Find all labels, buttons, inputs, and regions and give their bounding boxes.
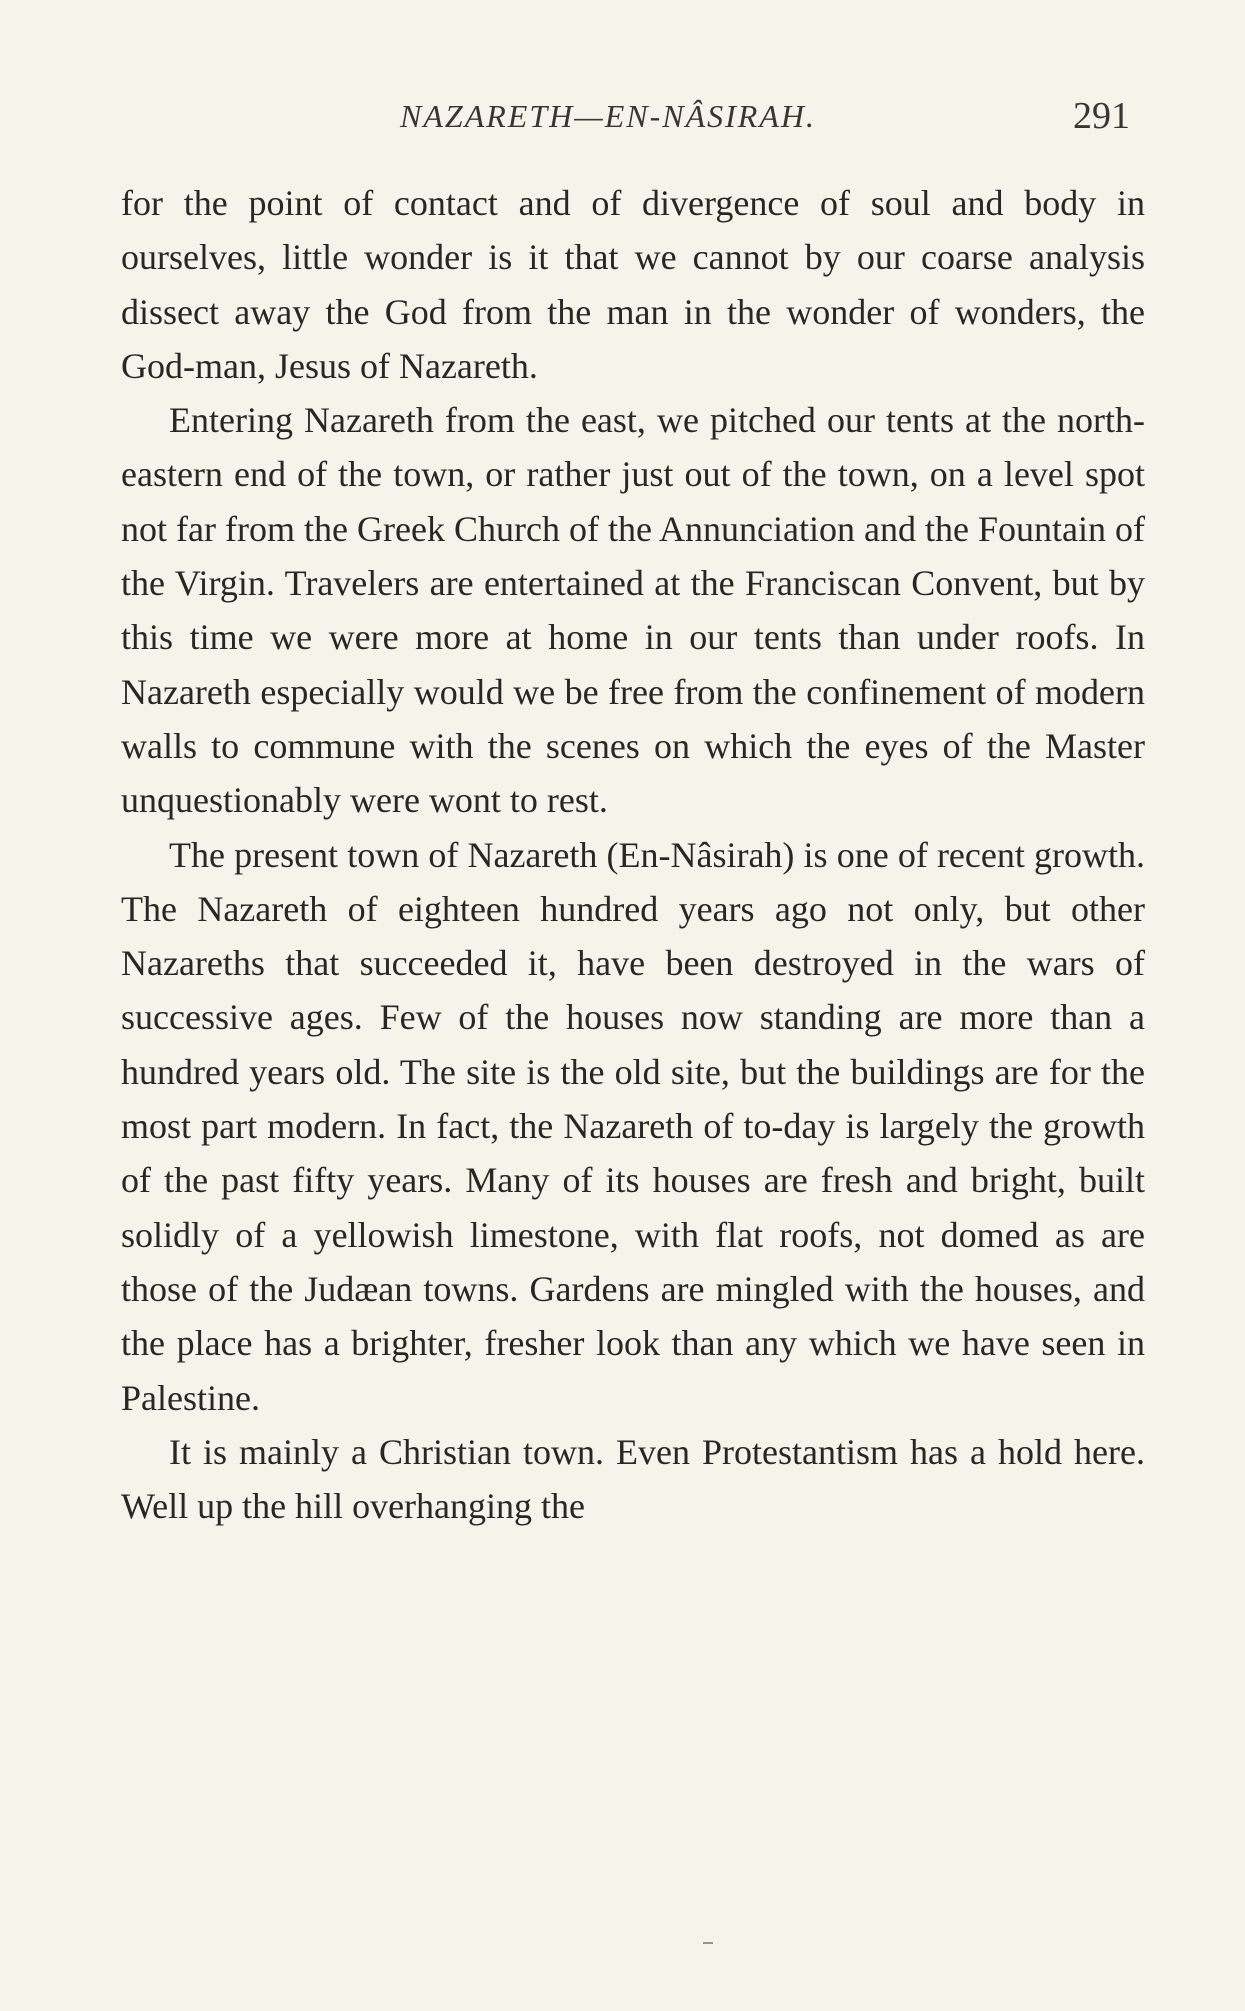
paragraph-present-town: The present town of Nazareth (En-Nâsirah) is one of recent growth. The Nazareth of eighteen hundred years ago not only, but other Nazareths that succeeded it, have been destroyed in the wars of successive ages. Few of the houses now standing are more than a hundred years old. The site is the old site, but the buildings are for the most part modern. In fact, the Nazareth of to-day is largely the growth of the past fifty years. Many of its houses are fresh and bright, built solidly of a yellowish limestone, with flat roofs, not domed as are those of the Judæan towns. Gardens are mingled with the houses, and the place has a brighter, fresher look than any which we have seen in Palestine.	[121, 834, 1145, 1418]
page-number: 291	[1073, 95, 1130, 137]
paragraph-christian-town: It is mainly a Christian town. Even Protestantism has a hold here. Well up the hill overhanging the	[121, 1431, 1145, 1527]
print-mark	[703, 1942, 713, 1944]
body-text	[121, 176, 1145, 1533]
paragraph-continuation: for the point of contact and of divergence of soul and body in ourselves, little wonder is it that we cannot by our coarse analysis dissect away the God from the man in the wonder of wonders, the God-man, Jesus of Nazareth.	[121, 183, 1145, 386]
paragraph-entering-nazareth: Entering Nazareth from the east, we pitched our tents at the north-eastern end of the town, or rather just out of the town, on a level spot not far from the Greek Church of the Annunciation and the Fountain of the Virgin. Travelers are entertained at the Franciscan Convent, but by this time we were more at home in our tents than under roofs. In Nazareth especially would we be free from the confinement of modern walls to commune with the scenes on which the eyes of the Master unquestionably were wont to rest.	[121, 400, 1145, 821]
running-title: NAZARETH—EN-NÂSIRAH.	[400, 98, 816, 134]
